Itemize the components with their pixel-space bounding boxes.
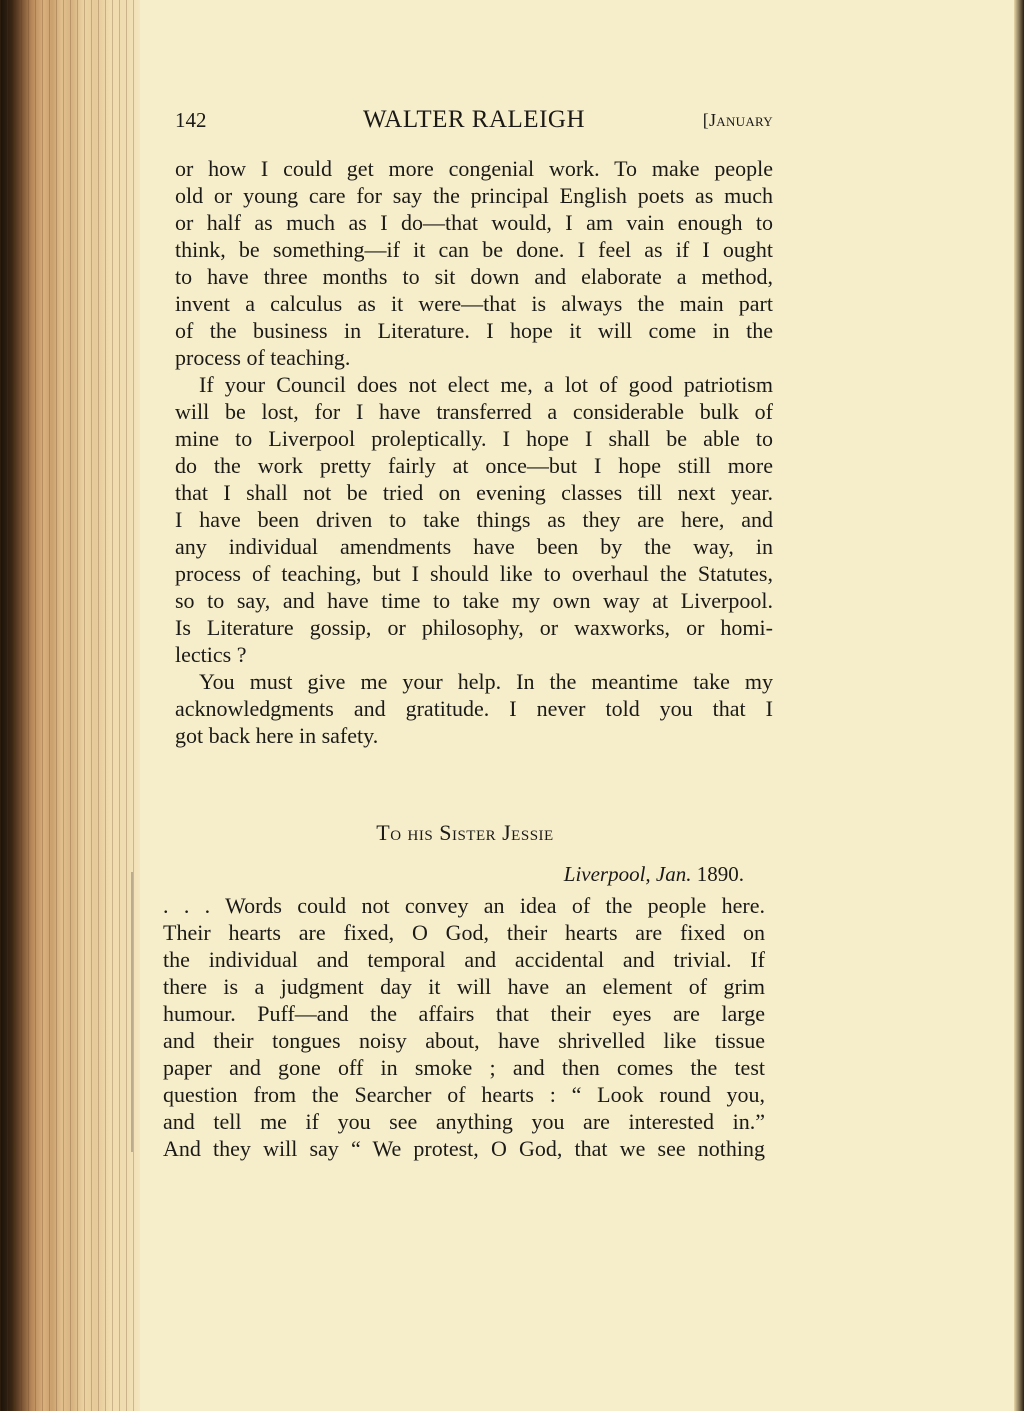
text-line: Their hearts are fixed, O God, their hearts are fixed on (163, 920, 765, 945)
text-line: so to say, and have time to take my own way at Liverpool. (175, 588, 773, 613)
running-header (175, 108, 773, 142)
text-line: or how I could get more congenial work. To make people (175, 156, 773, 181)
text-line: of the business in Literature. I hope it will come in the (175, 318, 773, 343)
text-line: there is a judgment day it will have an element of grim (163, 974, 765, 999)
text-line: paper and gone off in smoke ; and then comes the test (163, 1055, 765, 1080)
dateline-year: 1890. (696, 862, 744, 886)
text-line: or half as much as I do—that would, I am vain enough to (175, 210, 773, 235)
text-line: Is Literature gossip, or philosophy, or waxworks, or homi- (175, 615, 773, 640)
letter-dateline (166, 862, 744, 887)
text-line: I have been driven to take things as they are here, and (175, 507, 773, 532)
text-line: . . . Words could not convey an idea of the people here. (163, 893, 765, 918)
running-month: [January (702, 110, 773, 130)
text-line: to have three months to sit down and elaborate a method, (175, 264, 773, 289)
text-line: question from the Searcher of hearts : “ Look round you, (163, 1082, 765, 1107)
text-line: process of teaching, but I should like to overhaul the Statutes, (175, 561, 773, 586)
text-line: any individual amendments have been by the way, in (175, 534, 773, 559)
text-line: acknowledgments and gratitude. I never told you that I (175, 696, 773, 721)
dateline-place: Liverpool, Jan. (563, 862, 692, 886)
letter-heading: To his Sister Jessie (376, 820, 554, 845)
text-line: You must give me your help. In the meantime take my (199, 669, 773, 694)
text-line: do the work pretty fairly at once—but I hope still more (175, 453, 773, 478)
letter-continuation-text (175, 155, 773, 749)
margin-pencil-mark (131, 872, 133, 1152)
text-line: lectics ? (175, 642, 247, 667)
text-line: humour. Puff—and the affairs that their eyes are large (163, 1001, 765, 1026)
text-line: think, be something—if it can be done. I feel as if I ought (175, 237, 773, 262)
text-line: and tell me if you see anything you are interested in.” (163, 1109, 765, 1134)
text-line: and their tongues noisy about, have shrivelled like tissue (163, 1028, 765, 1053)
book-page-edges (0, 0, 140, 1411)
text-line: mine to Liverpool proleptically. I hope I shall be able to (175, 426, 773, 451)
text-line: process of teaching. (175, 345, 351, 370)
text-line: that I shall not be tried on evening classes till next year. (175, 480, 773, 505)
letter-body-text (163, 892, 765, 1162)
text-line: If your Council does not elect me, a lot of good patriotism (199, 372, 773, 397)
page-number: 142 (175, 108, 207, 132)
text-line: will be lost, for I have transferred a considerable bulk of (175, 399, 773, 424)
scan-right-edge (1014, 0, 1024, 1411)
text-line: old or young care for say the principal English poets as much (175, 183, 773, 208)
text-line: invent a calculus as it were—that is always the main part (175, 291, 773, 316)
text-line: And they will say “ We protest, O God, that we see nothing (163, 1136, 765, 1161)
text-line: the individual and temporal and accidental and trivial. If (163, 947, 765, 972)
text-line: got back here in safety. (175, 723, 379, 748)
running-title: WALTER RALEIGH (362, 106, 586, 133)
